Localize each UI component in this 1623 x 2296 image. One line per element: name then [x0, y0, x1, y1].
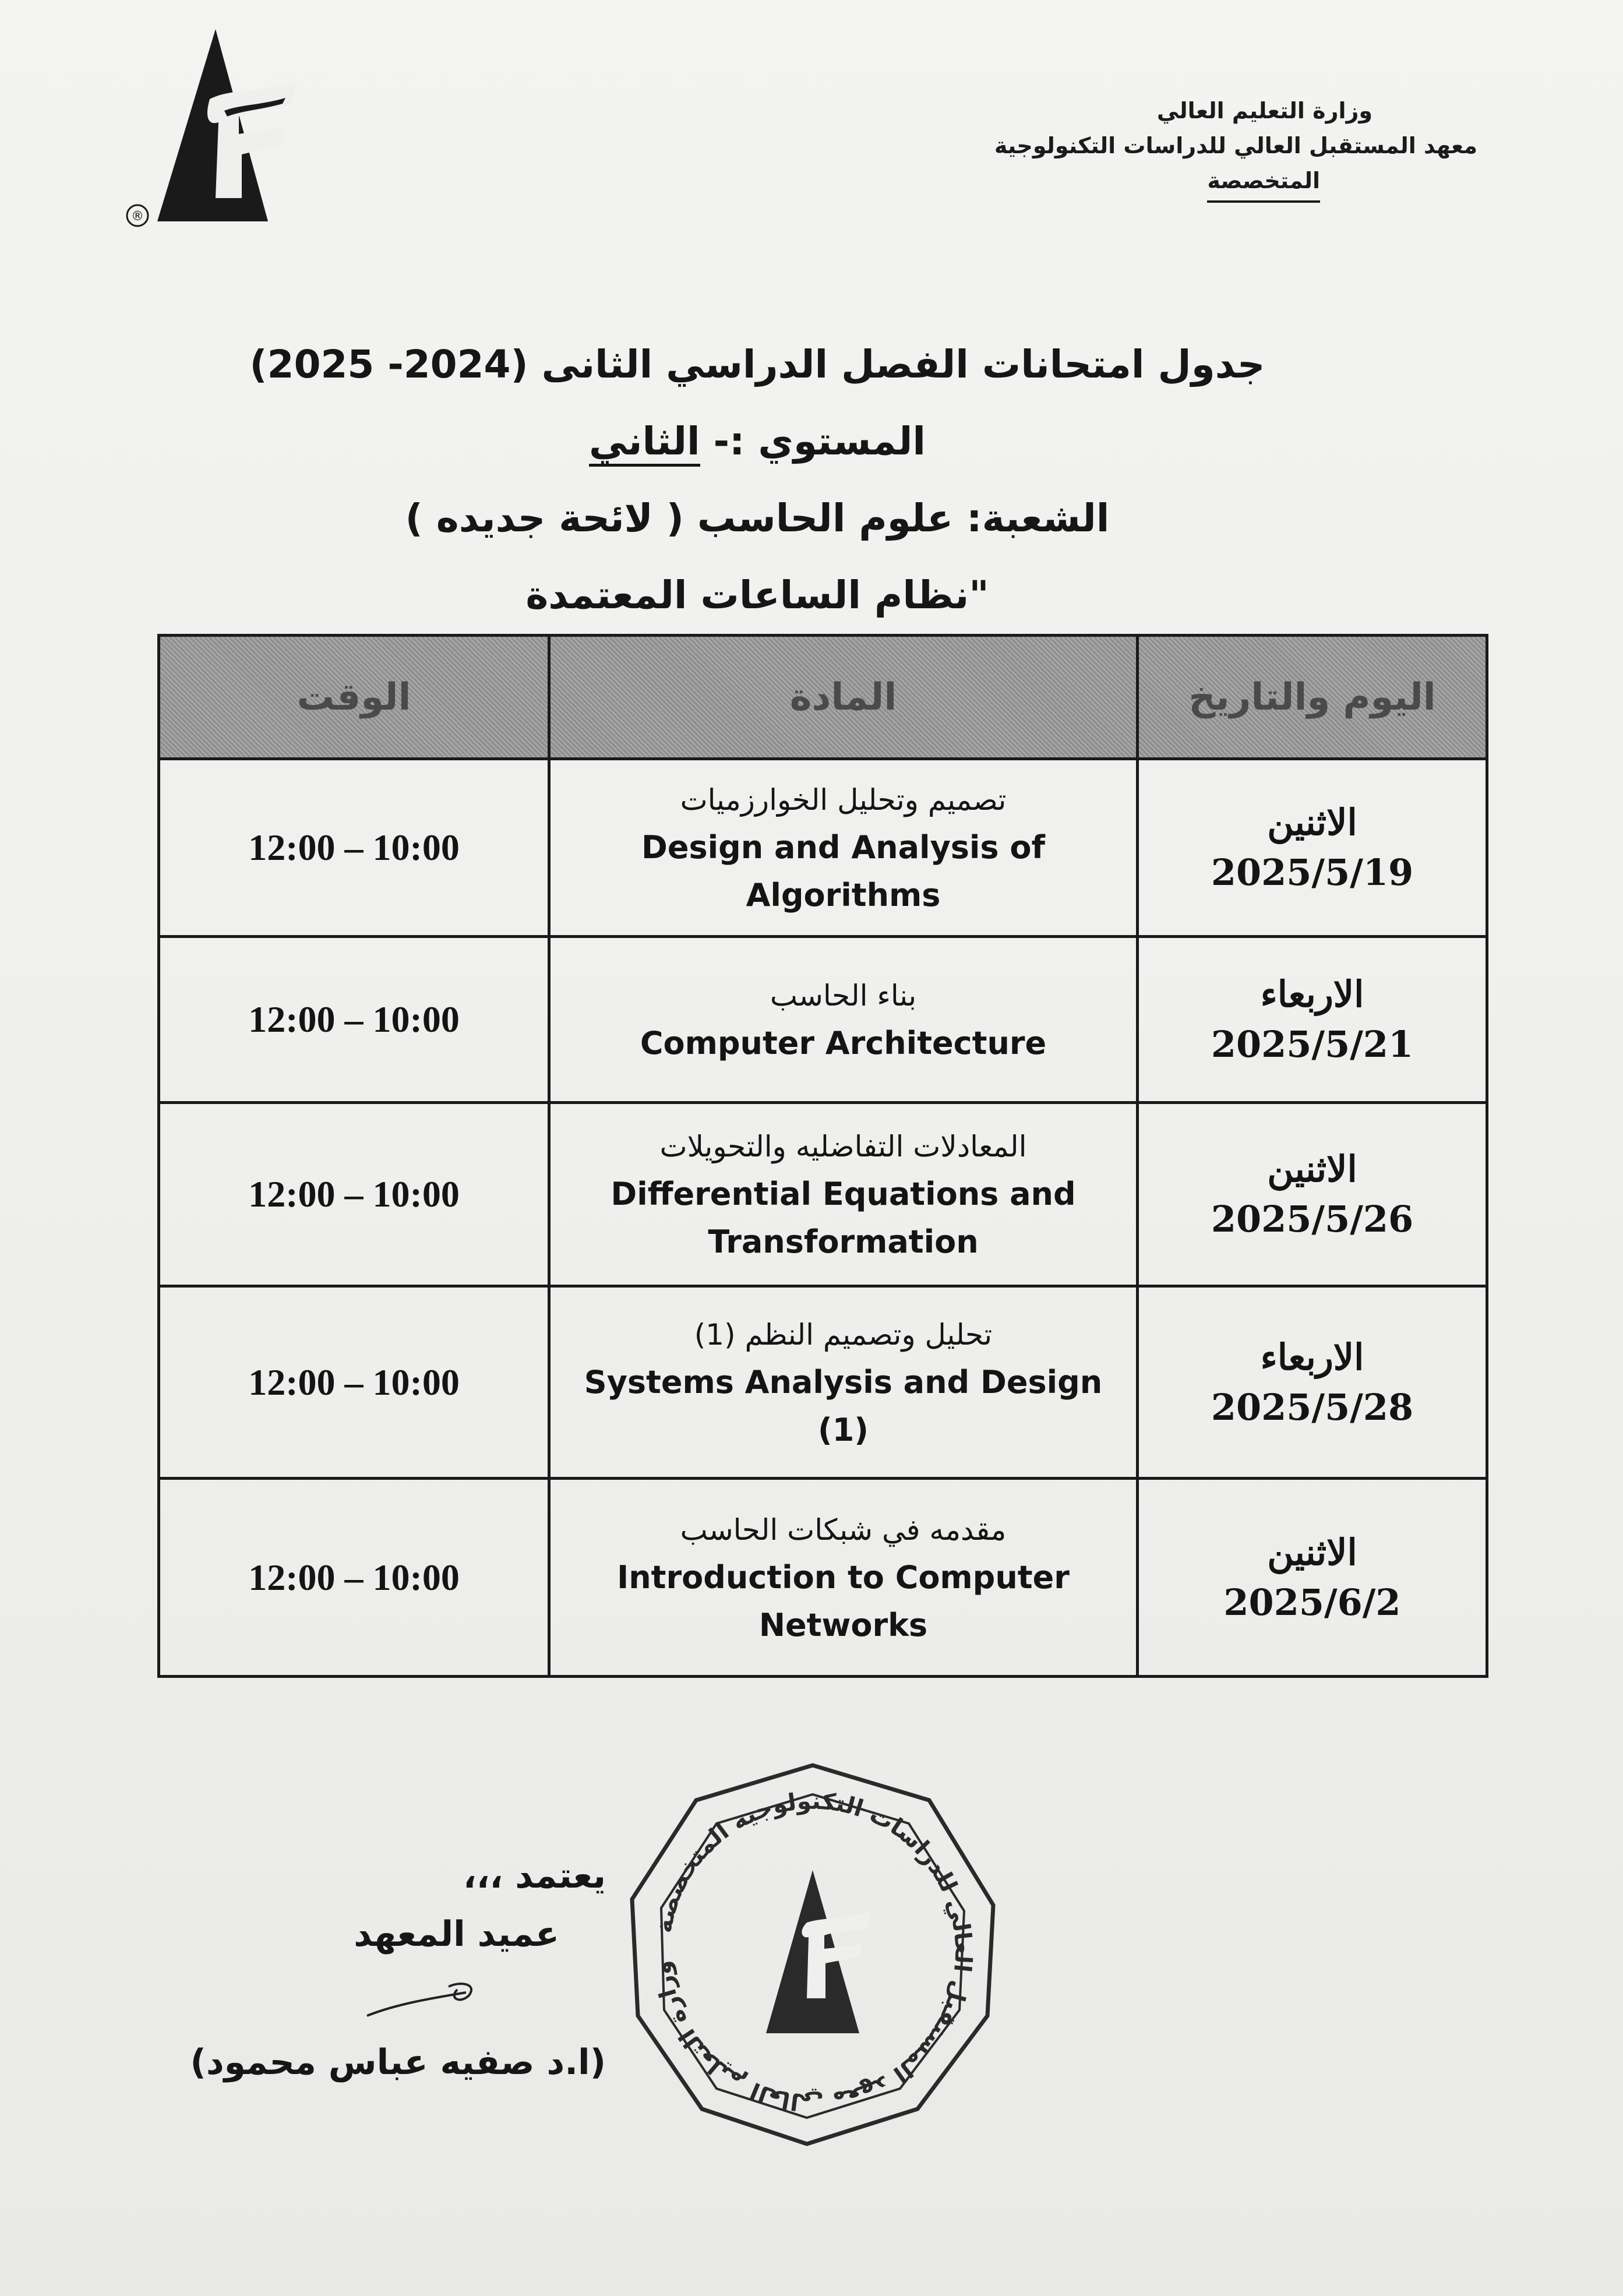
ministry-header — [953, 93, 1477, 203]
subject-cell: المعادلات التفاضليه والتحويلات Differential Equations and Transformation — [549, 1103, 1138, 1286]
time-cell: 12:00 – 10:00 — [159, 1103, 549, 1286]
header-day: اليوم والتاريخ — [1138, 636, 1487, 759]
table-row — [159, 1103, 1487, 1286]
registered-mark: ® — [131, 209, 144, 224]
subject-cell: بناء الحاسب Computer Architecture — [549, 937, 1138, 1103]
handwritten-signature — [361, 1975, 489, 2033]
division-line: الشعبة: علوم الحاسب ( لائحة جديده ) — [405, 496, 1110, 541]
day-cell: الاربعاء 2025/5/21 — [1138, 937, 1487, 1103]
header-time: الوقت — [159, 636, 549, 759]
time-cell: 12:00 – 10:00 — [159, 759, 549, 937]
day-cell: الاربعاء 2025/5/28 — [1138, 1286, 1487, 1479]
approve-text: يعتمد ،،، — [463, 1856, 606, 1896]
institute-name-cont: المتخصصة — [1207, 163, 1320, 203]
dean-name: (ا.د صفيه عباس محمود) — [190, 2042, 606, 2083]
table-row — [159, 937, 1487, 1103]
schedule-titles — [175, 326, 1340, 634]
institute-name: معهد المستقبل العالي للدراسات التكنولوجية — [994, 133, 1477, 158]
subject-cell: تحليل وتصميم النظم (1) Systems Analysis and Design (1) — [549, 1286, 1138, 1479]
svg-text:وزارة التعليم العالي معهد المس: وزارة التعليم العالي معهد المستقبل العالي للدراسات التكنولوجية المتخصصة — [649, 1787, 977, 2116]
subject-cell: مقدمه في شبكات الحاسب Introduction to Computer Networks — [549, 1479, 1138, 1677]
time-cell: 12:00 – 10:00 — [159, 1479, 549, 1677]
system-line: "نظام الساعات المعتمدة — [525, 573, 989, 618]
table-header-row — [159, 636, 1487, 759]
day-cell: الاثنين 2025/5/26 — [1138, 1103, 1487, 1286]
table-row — [159, 1479, 1487, 1677]
level-line — [175, 403, 1340, 480]
table-row — [159, 1286, 1487, 1479]
day-cell: الاثنين 2025/6/2 — [1138, 1479, 1487, 1677]
official-stamp — [615, 1754, 1011, 2150]
day-cell: الاثنين 2025/5/19 — [1138, 759, 1487, 937]
table-row — [159, 759, 1487, 937]
subject-cell: تصميم وتحليل الخوارزميات Design and Analysis of Algorithms — [549, 759, 1138, 937]
time-cell: 12:00 – 10:00 — [159, 1286, 549, 1479]
schedule-title: جدول امتحانات الفصل الدراسي الثانى (2024- 2025) — [249, 342, 1265, 387]
level-label: المستوي :- — [713, 419, 926, 464]
time-cell: 12:00 – 10:00 — [159, 937, 549, 1103]
dean-title: عميد المعهد — [354, 1914, 559, 1955]
signature-block — [140, 1847, 606, 2097]
exam-schedule-table — [157, 634, 1488, 1678]
level-value: الثاني — [589, 419, 700, 467]
institute-logo — [122, 23, 344, 233]
ministry-name: وزارة التعليم العالي — [1156, 98, 1373, 124]
header-subject: المادة — [549, 636, 1138, 759]
